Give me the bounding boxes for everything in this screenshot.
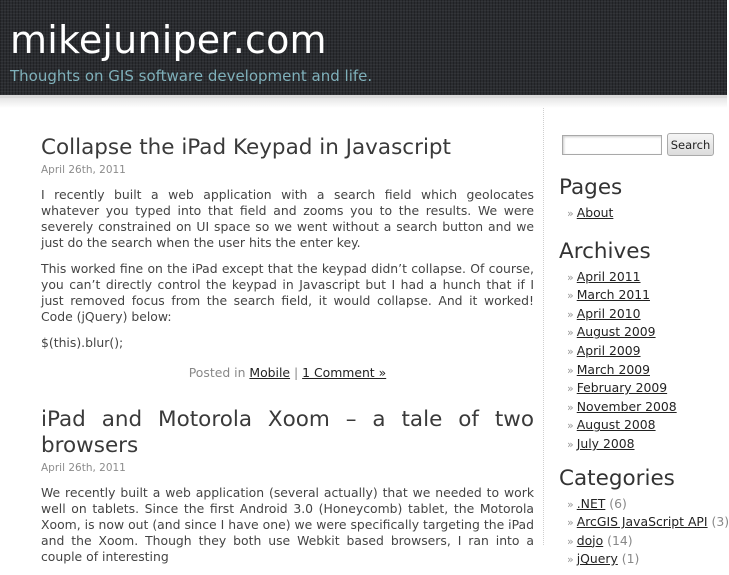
- categories-list: [559, 495, 729, 569]
- category-count: (1): [621, 551, 640, 567]
- pages-widget: [559, 175, 724, 223]
- archives-widget: [559, 239, 724, 454]
- list-item: [559, 513, 729, 532]
- list-item: [559, 435, 724, 454]
- posted-in-label: Posted in: [188, 365, 246, 380]
- pages-list: [559, 204, 724, 223]
- list-item: [559, 286, 724, 305]
- category-link[interactable]: .NET: [576, 495, 606, 511]
- category-count: (6): [609, 495, 627, 511]
- search-button[interactable]: Search: [667, 133, 714, 156]
- page-link-about[interactable]: About: [576, 205, 614, 220]
- archive-link[interactable]: April 2009: [576, 342, 641, 358]
- bullet: »: [567, 289, 574, 303]
- bullet: »: [567, 553, 574, 567]
- list-item: [559, 550, 724, 569]
- archive-link[interactable]: August 2008: [576, 417, 656, 433]
- archive-link[interactable]: April 2011: [576, 268, 641, 284]
- bullet: »: [567, 207, 574, 220]
- list-item: [559, 342, 724, 361]
- bullet: »: [567, 437, 574, 451]
- archive-link[interactable]: February 2009: [576, 380, 668, 396]
- header-shadow: [0, 98, 727, 108]
- list-item: [559, 305, 724, 324]
- list-item: [559, 398, 724, 417]
- site-header: [0, 0, 727, 98]
- category-link[interactable]: Mobile: [249, 365, 291, 380]
- list-item: [559, 268, 724, 287]
- pages-title: Pages: [559, 175, 623, 200]
- bullet: »: [567, 497, 574, 511]
- category-count: (3): [711, 514, 729, 530]
- archive-link[interactable]: August 2009: [576, 324, 656, 340]
- bullet: »: [567, 382, 574, 396]
- post-paragraph: We recently built a web application (several actually) that we needed to work well on tablets. Since the first Android 3.0 (Honeycomb) tablet, the Motorola Xoom, is now out (and since I have one) we were specifically targeting the iPad and the Xoom. Though they both use Webkit based browsers, I ran into a couple of interesting: [41, 485, 534, 564]
- bullet: »: [567, 419, 574, 433]
- search-input[interactable]: [562, 135, 662, 155]
- category-link[interactable]: ArcGIS JavaScript API: [576, 514, 708, 530]
- archive-link[interactable]: March 2011: [576, 287, 650, 303]
- post-title[interactable]: iPad and Motorola Xoom – a tale of two browsers: [41, 407, 534, 458]
- category-count: (14): [607, 532, 633, 548]
- archive-link[interactable]: March 2009: [576, 361, 650, 377]
- search-form: [562, 133, 724, 156]
- archives-list: [559, 268, 724, 454]
- archives-title: Archives: [559, 238, 651, 264]
- post: [41, 135, 534, 381]
- bullet: »: [567, 270, 574, 284]
- bullet: »: [567, 516, 574, 530]
- list-item: [559, 379, 724, 398]
- main-content: [41, 108, 534, 575]
- categories-widget: [559, 465, 729, 569]
- site-title[interactable]: mikejuniper.com: [10, 18, 327, 62]
- bullet: »: [567, 326, 574, 340]
- categories-title: Categories: [559, 465, 675, 491]
- archive-link[interactable]: July 2008: [576, 435, 635, 451]
- category-link[interactable]: jQuery: [576, 551, 618, 567]
- meta-separator: |: [294, 365, 299, 380]
- list-item: [559, 495, 724, 514]
- post: [41, 407, 534, 565]
- post-paragraph: This worked fine on the iPad except that the keypad didn’t collapse. Of course, you can’t directly control the keypad in Javascript but I had a hunch that if I just removed focus from the search field, it would collapse. And it worked! Code (jQuery) below:: [41, 261, 534, 324]
- bullet: »: [567, 307, 574, 321]
- list-item: [559, 532, 724, 551]
- archive-link[interactable]: November 2008: [576, 398, 677, 414]
- post-code: $(this).blur();: [41, 335, 124, 350]
- archive-link[interactable]: April 2010: [576, 305, 641, 321]
- post-paragraph: I recently built a web application with a search field which geolocates whatever you typed into that field and zooms you to the results. We were severely constrained on UI space so we went without a search button and we just do the search when the user hits the enter key.: [41, 187, 534, 250]
- bullet: »: [567, 534, 574, 548]
- column-divider: [543, 108, 544, 545]
- post-meta: [41, 365, 534, 381]
- bullet: »: [567, 400, 574, 414]
- bullet: »: [567, 344, 574, 358]
- comments-link[interactable]: 1 Comment »: [302, 365, 387, 380]
- post-date: April 26th, 2011: [41, 164, 126, 176]
- sidebar: [559, 133, 729, 569]
- site-tagline: Thoughts on GIS software development and life.: [10, 67, 373, 85]
- list-item: [559, 204, 724, 223]
- bullet: »: [567, 363, 574, 377]
- list-item: [559, 361, 724, 380]
- post-date: April 26th, 2011: [41, 462, 126, 474]
- list-item: [559, 323, 724, 342]
- category-link[interactable]: dojo: [576, 532, 604, 548]
- list-item: [559, 416, 724, 435]
- post-title[interactable]: Collapse the iPad Keypad in Javascript: [41, 135, 451, 160]
